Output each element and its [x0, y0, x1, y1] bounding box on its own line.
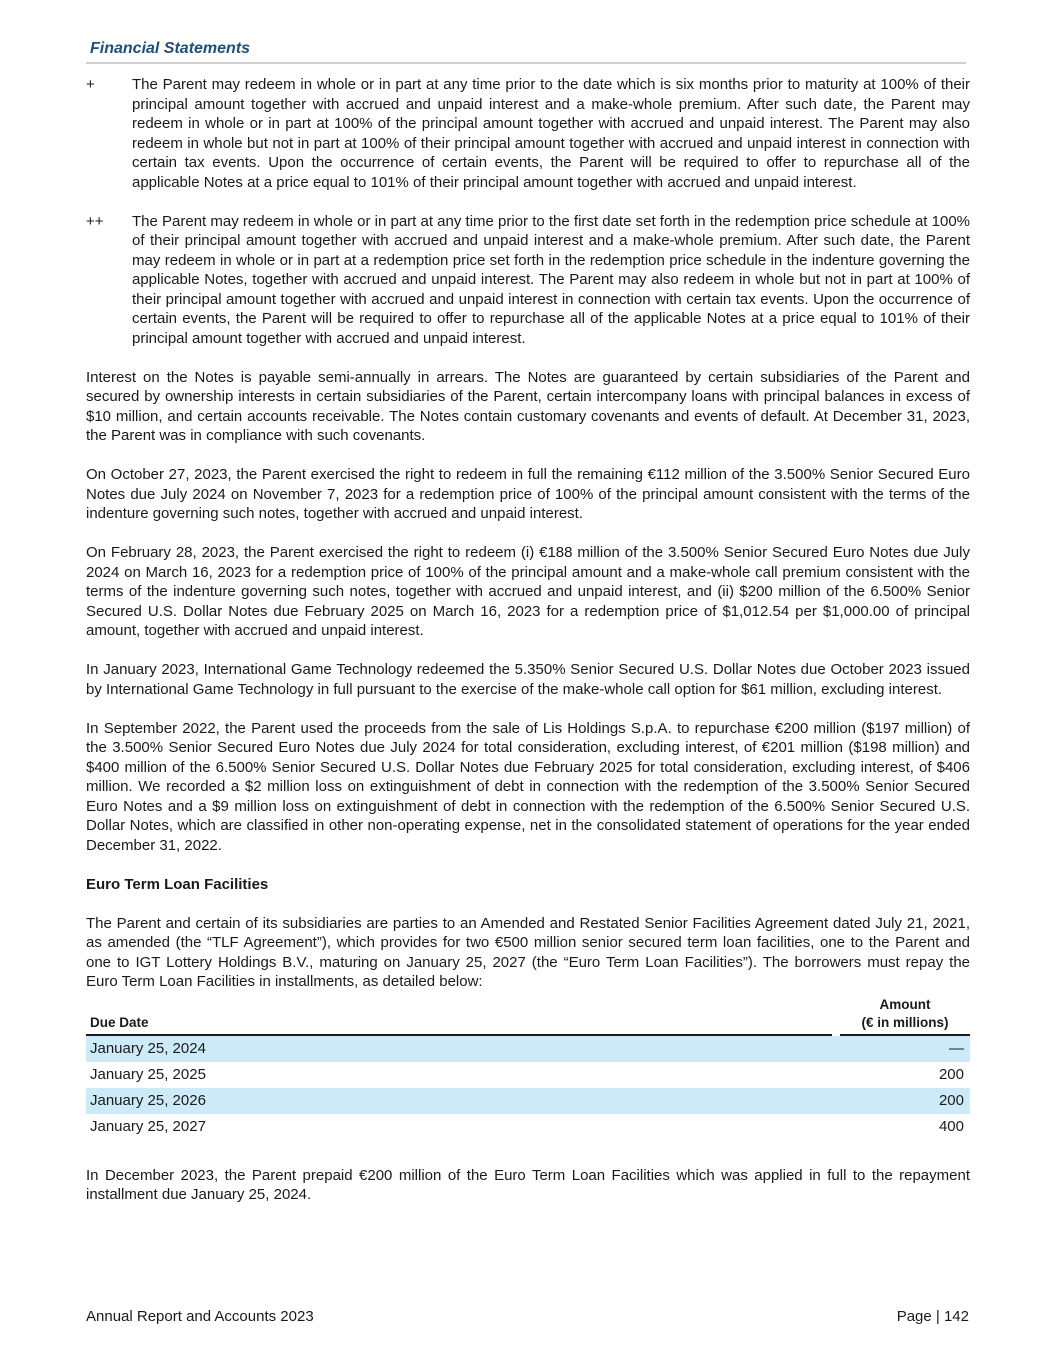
- header-divider: [86, 62, 966, 64]
- paragraph-october-redemption: On October 27, 2023, the Parent exercised the right to redeem in full the remaining €112 million of the 3.500% Senior Secured Euro Notes due July 2024 on November 7, 2023 for a redemption price of 100% of the principal amount consistent with the terms of the indenture governing such notes, together with accrued and unpaid interest.: [86, 466, 970, 522]
- footnote-plus: [86, 75, 970, 192]
- section-closing: In December 2023, the Parent prepaid €200 million of the Euro Term Loan Facilities which was applied in full to the repayment installment due January 25, 2024.: [86, 1166, 970, 1203]
- section-heading: Euro Term Loan Facilities: [86, 875, 269, 893]
- cell-due-date: January 25, 2024: [86, 1036, 832, 1062]
- table-row: [86, 1088, 970, 1114]
- footnote-marker: ++: [86, 212, 104, 230]
- page-header-title: Financial Statements: [90, 40, 251, 57]
- cell-due-date: January 25, 2027: [90, 1117, 206, 1135]
- footnote-double-plus: [86, 212, 970, 349]
- paragraph-interest: Interest on the Notes is payable semi-annually in arrears. The Notes are guaranteed by certain subsidiaries of the Parent and secured by ownership interests in certain subsidiaries of the Parent, certain intercompany loans with principal balances in excess of $10 million, and certain accounts receivable. The Notes contain customary covenants and events of default. At December 31, 2023, the Parent was in compliance with such covenants.: [86, 368, 970, 444]
- footer-report-title: Annual Report and Accounts 2023: [86, 1308, 314, 1325]
- footer-page-number: Page | 142: [896, 1308, 969, 1325]
- column-header-due-date: Due Date: [86, 996, 832, 1036]
- section-intro: The Parent and certain of its subsidiaries are parties to an Amended and Restated Senior Facilities Agreement dated July 21, 2021, as amended (the “TLF Agreement”), which provides for two €500 million senior secured term loan facilities, one to the Parent and one to IGT Lottery Holdings B.V., maturing on January 25, 2027 (the “Euro Term Loan Facilities”). The borrowers must repay the Euro Term Loan Facilities in installments, as detailed below:: [86, 914, 970, 990]
- table-row: [86, 1062, 970, 1088]
- cell-amount: 200: [840, 1088, 970, 1114]
- footnote-text: The Parent may redeem in whole or in part at any time prior to the first date set forth in the redemption price schedule at 100% of their principal amount together with accrued and unpaid interest and a make-whole premium. After such date, the Parent may redeem in whole or in part at a redemption price set forth in the redemption price schedule in the indenture governing the applicable Notes, together with accrued and unpaid interest. The Parent may also redeem in whole but not in part at 100% of their principal amount together with accrued and unpaid interest in connection with certain tax events. Upon the occurrence of certain events, the Parent will be required to offer to repurchase all of the applicable Notes at a price equal to 101% of their principal amount together with accrued and unpaid interest.: [132, 212, 970, 347]
- repayment-schedule-table: [86, 996, 970, 1140]
- column-header-amount: Amount (€ in millions): [840, 996, 970, 1036]
- paragraph-september-repurchase: In September 2022, the Parent used the proceeds from the sale of Lis Holdings S.p.A. to repurchase €200 million ($197 million) of the 3.500% Senior Secured Euro Notes due July 2024 for total consideration, excluding interest, of €201 million ($198 million) and $400 million of the 6.500% Senior Secured U.S. Dollar Notes due February 2025 for total consideration, excluding interest, of $406 million. We recorded a $2 million loss on extinguishment of debt in connection with the redemption of the 3.500% Senior Secured Euro Notes and a $9 million loss on extinguishment of debt in connection with the redemption of the 6.500% Senior Secured U.S. Dollar Notes, which are classified in other non-operating expense, net in the consolidated statement of operations for the year ended December 31, 2022.: [86, 719, 970, 854]
- document-body: [86, 75, 970, 1224]
- cell-due-date: January 25, 2026: [86, 1088, 832, 1114]
- paragraph-february-redemption: On February 28, 2023, the Parent exercised the right to redeem (i) €188 million of the 3.500% Senior Secured Euro Notes due July 2024 on March 16, 2023 for a redemption price of 100% of the principal amount and a make-whole call premium consistent with the terms of the indenture governing such notes, together with accrued and unpaid interest, and (ii) $200 million of the 6.500% Senior Secured U.S. Dollar Notes due February 2025 on March 16, 2023 for a redemption price of $1,012.54 per $1,000.00 of principal amount, together with accrued and unpaid interest.: [86, 544, 970, 639]
- cell-due-date: January 25, 2025: [90, 1065, 206, 1083]
- footnote-text: The Parent may redeem in whole or in part at any time prior to the date which is six months prior to maturity at 100% of their principal amount together with accrued and unpaid interest and a make-whole premium. After such date, the Parent may redeem in whole or in part at 100% of the principal amount together with accrued and unpaid interest. The Parent may also redeem in whole but not in part at 100% of their principal amount together with accrued and unpaid interest in connection with certain tax events. Upon the occurrence of certain events, the Parent will be required to offer to repurchase all of the applicable Notes at a price equal to 101% of their principal amount together with accrued and unpaid interest.: [132, 76, 970, 191]
- cell-amount: 200: [938, 1065, 964, 1083]
- paragraph-january-redemption: In January 2023, International Game Technology redeemed the 5.350% Senior Secured U.S. Dollar Notes due October 2023 issued by International Game Technology in full pursuant to the exercise of the make-whole call option for $61 million, excluding interest.: [86, 661, 970, 698]
- footnote-marker: +: [86, 76, 95, 93]
- table-row: [86, 1036, 970, 1062]
- cell-amount: —: [840, 1036, 970, 1062]
- table-row: [86, 1114, 970, 1140]
- cell-amount: 400: [938, 1117, 964, 1135]
